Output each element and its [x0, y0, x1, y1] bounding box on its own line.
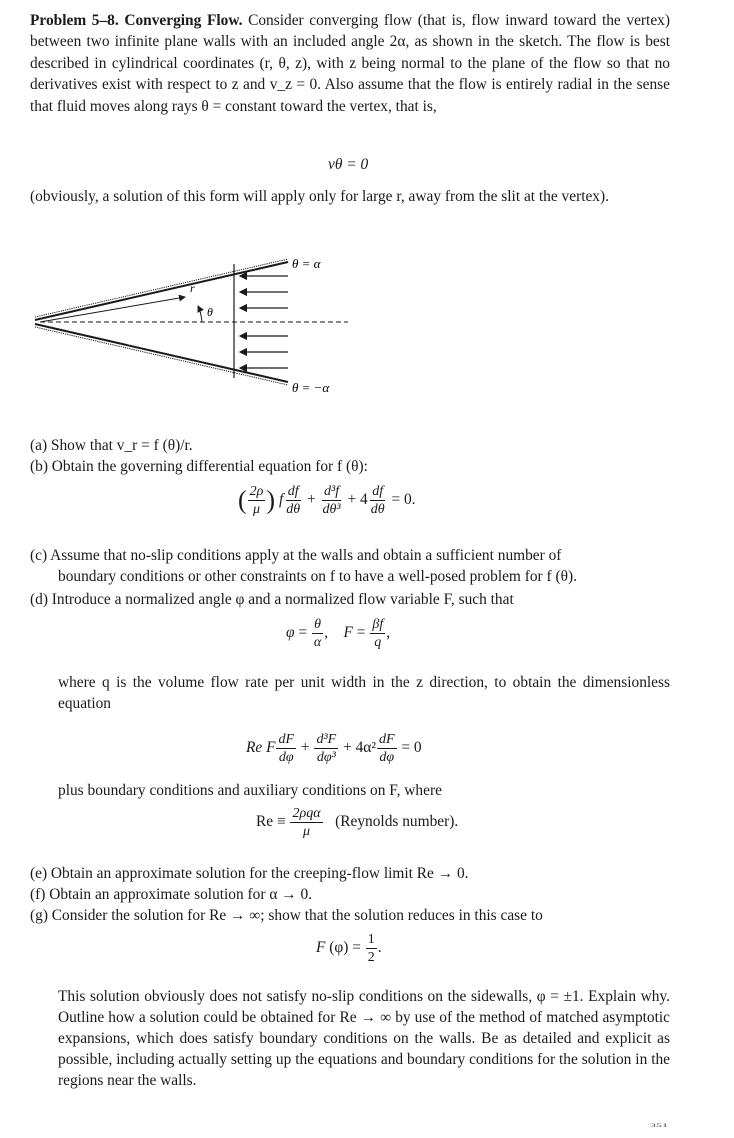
label-theta-minus-alpha: θ = −α — [292, 380, 330, 395]
part-d: (d) Introduce a normalized angle φ and a normalized flow variable F, such that — [30, 591, 514, 608]
equation-high-re: F (φ) = $\frac{1}{2}$ . — [316, 932, 382, 965]
problem-intro-text: Consider converging flow (that is, flow inward toward the vertex) between two infinite plane walls with an included angle 2α, as shown in the sketch. The flow is best described in cylindrical coordinates (r, θ, z), with z being normal to the plane of the flow so that no derivatives exist with respect to z and v_z = 0. Also assume that the flow is entirely radial in the sense that fluid moves along rays θ = constant toward the vertex, that is, — [30, 12, 670, 115]
part-c-line2: boundary conditions or other constraints on f to have a well-posed problem for f (θ). — [58, 568, 577, 585]
equation-normalized: φ = $\frac{\theta}{\alpha}$ , F = $\frac{\beta f}{q}$ , — [286, 617, 391, 650]
problem-heading: Problem 5–8. Converging Flow. — [30, 12, 243, 29]
part-d-where: where q is the volume flow rate per unit width in the z direction, to obtain the dimensionless equation — [58, 674, 670, 712]
equation-governing: ( $\frac{2\rho}{\mu}$ ) f $\frac{df}{d\theta}$ + $\frac{\text{d³f}}{\text{dθ³}}$ + 4 $\frac{df}{d\theta}$ = 0. — [238, 484, 416, 517]
part-g-paragraph: This solution obviously does not satisfy no-slip conditions on the sidewalls, φ = ±1. Explain why. Outline how a solution could be obtained for Re → ∞ by use of the method of matched asymptotic expansions, which does satisfy boundary conditions on the walls. Be as detailed and explicit as possible, including actually setting up the equations and boundary conditions for the solution in the regions near the walls. — [58, 988, 670, 1089]
page-number: 351 — [650, 1122, 668, 1129]
label-theta-alpha: θ = α — [292, 256, 321, 271]
part-a: (a) Show that v_r = f (θ)/r. — [30, 437, 193, 454]
equation-reynolds: Re ≡ $\frac{\text{2ρqα}}{\mu}$ (Reynolds number). — [256, 806, 459, 839]
equation-dimensionless: Re F $\frac{dF}{d\varphi}$ + $\frac{\text{d³F}}{\text{dφ³}}$ + 4α² $\frac{dF}{d\varphi}$ = 0 — [246, 732, 422, 765]
reynolds-note: (Reynolds number). — [335, 813, 459, 831]
lower-wall — [35, 324, 288, 385]
part-e: (e) Obtain an approximate solution for the creeping-flow limit Re → 0. — [30, 865, 469, 882]
part-d-plus: plus boundary conditions and auxiliary conditions on F, where — [58, 782, 442, 799]
equation-vtheta: vθ = 0 — [328, 156, 369, 173]
upper-wall — [35, 259, 288, 320]
theta-arc — [198, 306, 202, 322]
part-b: (b) Obtain the governing differential equation for f (θ): — [30, 458, 368, 475]
wedge-flow-sketch — [30, 254, 360, 404]
paragraph-after-equation: (obviously, a solution of this form will apply only for large r, away from the slit at the vertex). — [30, 188, 609, 205]
label-theta: θ — [207, 305, 213, 319]
part-c-line1: (c) Assume that no-slip conditions apply at the walls and obtain a sufficient number of — [30, 547, 562, 564]
label-r: r — [190, 281, 195, 295]
problem-intro — [30, 10, 670, 117]
part-f: (f) Obtain an approximate solution for α → 0. — [30, 886, 313, 903]
part-g: (g) Consider the solution for Re → ∞; show that the solution reduces in this case to — [30, 907, 543, 924]
r-ray — [40, 297, 185, 322]
